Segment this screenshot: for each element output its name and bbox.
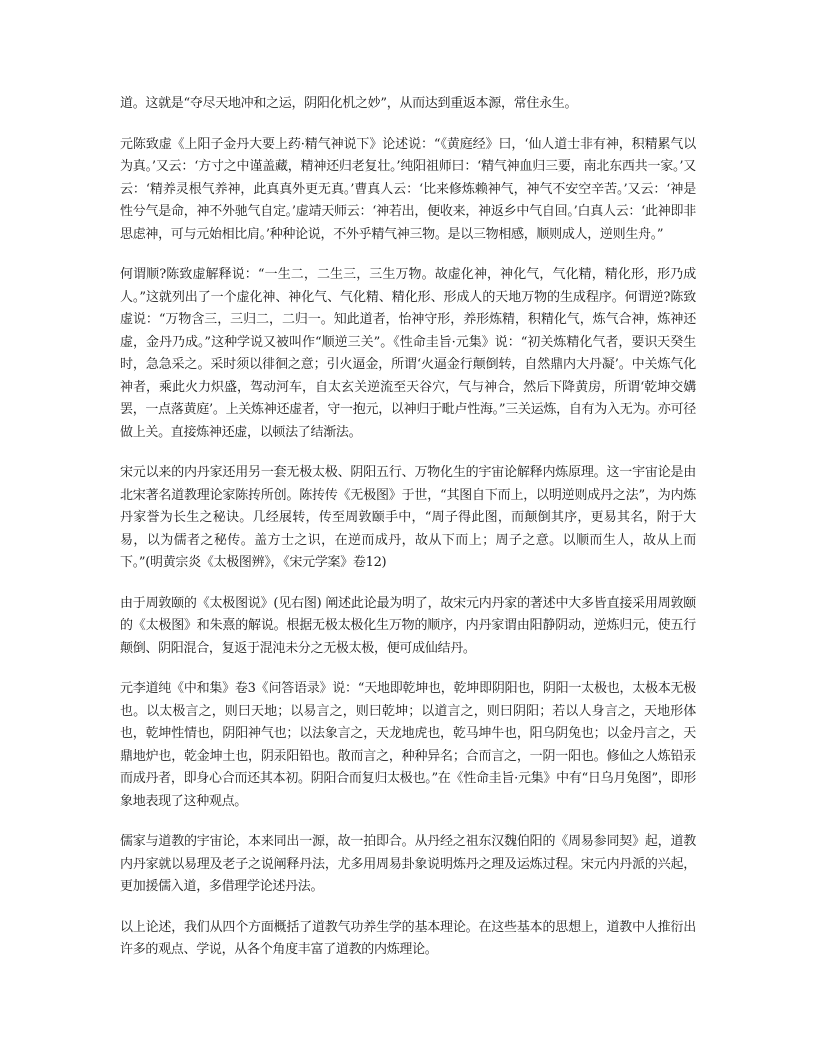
paragraph-3: 何谓顺?陈致虚解释说：“一生二，二生三，三生万物。故虚化神，神化气，气化精，精化形，形乃成人。”这就列出了一个虚化神、神化气、气化精、精化形、形成人的天地万物的生成程序。何谓逆?陈致虚说：“万物含三，三归二，二归一。知此道者，怡神守形，养形炼精，积精化气，炼气合神，炼神还虚，金丹乃成。”这种学说又被叫作“顺逆三关”。《性命圭旨·元集》说：“初关炼精化气者，要识天癸生时，急急采之。采时须以徘徊之意；引火逼金，所谓‘火逼金行颠倒转，自然鼎内大丹凝’。中关炼气化神者，乘此火力炽盛，驾动河车，自太玄关逆流至天谷穴，气与神合，然后下降黄房，所谓‘乾坤交媾罢，一点落黄庭’。上关炼神还虚者，守一抱元，以神归于毗卢性海。”三关运炼，自有为入无为。亦可径做上关。直接炼神还虚，以顿法了结渐法。	[120, 267, 696, 440]
paragraph-8: 以上论述，我们从四个方面概括了道教气功养生学的基本理论。在这些基本的思想上，道教中人推衍出许多的观点、学说，从各个角度丰富了道教的内炼理论。	[120, 919, 696, 957]
paragraph-4: 宋元以来的内丹家还用另一套无极太极、阴阳五行、万物化生的宇宙论解释内炼原理。这一宇宙论是由北宋著名道教理论家陈抟所创。陈抟传《无极图》于世，“其图自下而上，以明逆则成丹之法”，为内炼丹家誉为长生之秘诀。几经展转，传至周敦颐手中，“周子得此图，而颠倒其序，更易其名，附于大易，以为儒者之秘传。盖方士之识，在逆而成丹，故从下而上；周子之意。以顺而生人，故从上而下。”(明黄宗炎《太极图辨》，《宋元学案》卷12)	[120, 465, 696, 570]
paragraph-1: 道。这就是“夺尽天地冲和之运，阴阳化机之妙”，从而达到重返本源，常住永生。	[120, 96, 578, 111]
document-page	[120, 93, 696, 980]
paragraph-7: 儒家与道教的宇宙论，本来同出一源，故一拍即合。从丹经之祖东汉魏伯阳的《周易参同契》起，道教内丹家就以易理及老子之说阐释丹法，尤多用周易卦象说明炼丹之理及运炼过程。宋元内丹派的兴起，更加援儒入道，多借理学论述丹法。	[120, 834, 696, 894]
paragraph-6: 元李道纯《中和集》卷3《问答语录》说：“天地即乾坤也，乾坤即阴阳也，阴阳一太极也，太极本无极也。以太极言之，则曰天地；以易言之，则曰乾坤；以道言之，则曰阴阳；若以人身言之，天地形体也，乾坤性情也，阴阳神气也；以法象言之，天龙地虎也，乾马坤牛也，阳乌阴兔也；以金丹言之，天鼎地炉也，乾金坤土也，阴汞阳铅也。散而言之，种种异名；合而言之，一阴一阳也。修仙之人炼铅汞而成丹者，即身心合而还其本初。阴阳合而复归太极也。”在《性命圭旨·元集》中有“日乌月兔图”，即形象地表现了这种观点。	[120, 681, 696, 809]
paragraph-2: 元陈致虚《上阳子金丹大要上药·精气神说下》论述说：“《黄庭经》曰，‘仙人道士非有神，积精累气以为真。’又云：‘方寸之中谨盖藏，精神还归老复壮。’纯阳祖师曰：‘精气神血归三要，南北东西共一家。’又云：‘精养灵根气养神，此真真外更无真。’曹真人云：‘比来修炼赖神气，神气不安空辛苦。’又云：‘神是性兮气是命，神不外驰气自定。’虚靖天师云：‘神若出，便收来，神返乡中气自回。’白真人云：‘此神即非思虑神，可与元始相比肩。’种种论说，不外乎精气神三物。是以三物相感，顺则成人，逆则生舟。”	[120, 136, 696, 242]
paragraph-5: 由于周敦颐的《太极图说》(见右图) 阐述此论最为明了，故宋元内丹家的著述中大多皆直接采用周敦颐的《太极图》和朱熹的解说。根据无极太极化生万物的顺序，内丹家谓由阳静阴动，逆炼归元，使五行颠倒、阴阳混合，复返于混沌未分之无极太极，便可成仙结丹。	[120, 595, 696, 656]
